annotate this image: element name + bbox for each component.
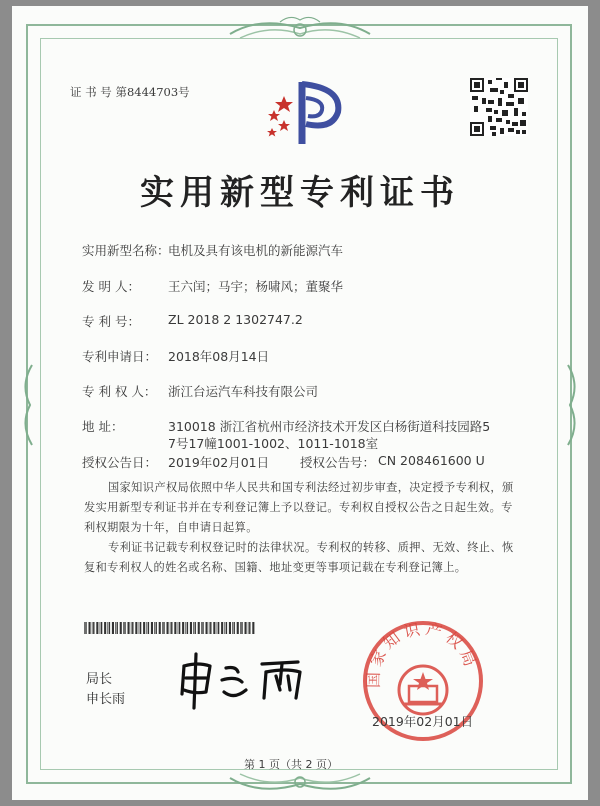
qr-code (470, 78, 528, 136)
patentee-value: 浙江台运汽车科技有限公司 (168, 384, 319, 399)
director-title: 局长 (86, 672, 113, 687)
patent-number-value: ZL 2018 2 1302747.2 (168, 312, 303, 327)
left-ornament (18, 360, 40, 450)
address-line-1: 310018 浙江省杭州市经济技术开发区白杨街道科技园路5 (168, 419, 491, 434)
inventor-label: 发 明 人： (82, 279, 140, 294)
cnipa-logo-icon (262, 74, 348, 154)
utility-model-name-label: 实用新型名称： (82, 243, 170, 258)
seal-date: 2019年02月01日 (372, 714, 474, 729)
patent-number-label: 专 利 号： (82, 314, 140, 329)
bottom-ornament (220, 768, 380, 798)
handwritten-signature (176, 650, 316, 710)
legal-status-statement: 专利证书记载专利权登记时的法律状况。专利权的转移、质押、无效、终止、恢复和专利权人的姓名或名称、国籍、地址变更等事项记载在专利登记簿上。 (84, 541, 514, 574)
grant-date-label: 授权公告日： (82, 455, 158, 470)
grant-date-value: 2019年02月01日 (168, 455, 270, 470)
filing-date-value: 2018年08月14日 (168, 349, 270, 364)
page-indicator: 第 1 页（共 2 页） (244, 758, 338, 771)
patentee-label: 专 利 权 人： (82, 384, 157, 399)
right-ornament (560, 360, 582, 450)
director-name: 申长雨 (86, 692, 126, 707)
barcode (84, 622, 256, 634)
address-line-2: 7号17幢1001-1002、1011-1018室 (168, 436, 379, 451)
inventor-value: 王六闰；马宇；杨啸风；董聚华 (168, 279, 344, 294)
top-ornament (220, 14, 380, 48)
certificate-number: 证 书 号 第8444703号 (70, 85, 190, 99)
grant-number-label: 授权公告号： (300, 455, 376, 470)
grant-statement: 国家知识产权局依照中华人民共和国专利法经过初步审查，决定授予专利权，颁发实用新型专利证书并在专利登记簿上予以登记。专利权自授权公告之日起生效。专利权期限为十年，自申请日起算。 (84, 481, 514, 534)
certificate-title: 实用新型专利证书 (140, 173, 460, 213)
grant-number-value: CN 208461600 U (378, 453, 485, 468)
utility-model-name-value: 电机及具有该电机的新能源汽车 (168, 243, 344, 258)
filing-date-label: 专利申请日： (82, 349, 158, 364)
seal-text: 国家知识产权局 (363, 618, 482, 689)
address-label: 地 址： (82, 419, 124, 434)
